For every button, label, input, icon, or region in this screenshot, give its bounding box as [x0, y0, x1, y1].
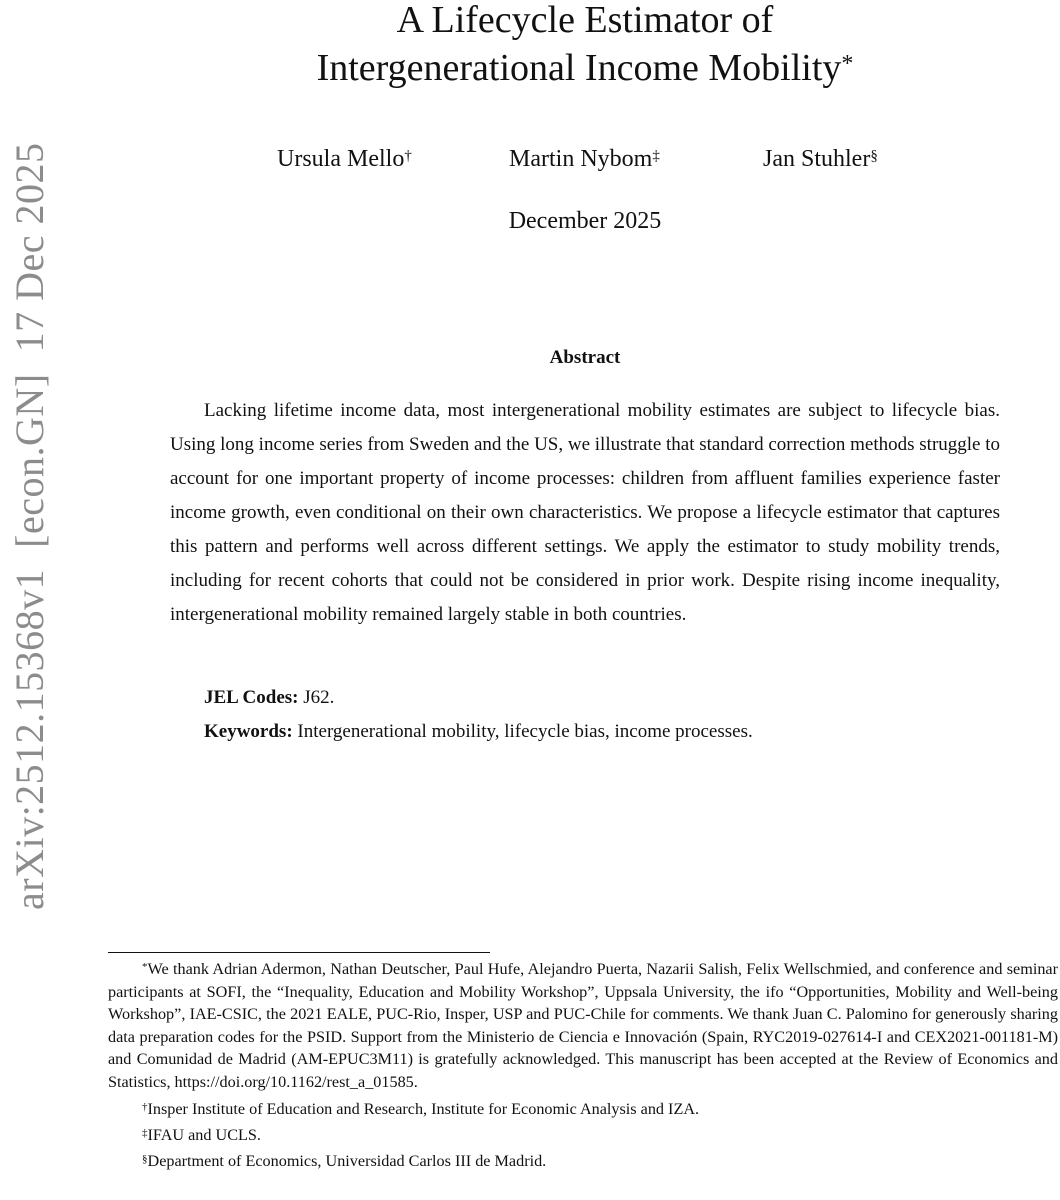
- jel-label: JEL Codes:: [204, 687, 299, 708]
- title-footnote-mark: *: [841, 51, 854, 77]
- author-name: Jan Stuhler: [763, 146, 871, 172]
- jel-codes: [204, 684, 334, 712]
- footnote-stuhler-affiliation: [108, 1150, 1058, 1173]
- keywords-value: Intergenerational mobility, lifecycle bias, income processes.: [297, 721, 753, 742]
- author-nybom: [509, 143, 660, 175]
- footnote-mark: §: [142, 1153, 148, 1165]
- title-line-2: [130, 44, 1040, 92]
- keywords: [204, 718, 753, 746]
- title-line-2-text: Intergenerational Income Mobility: [316, 47, 842, 89]
- author-stuhler: [763, 143, 878, 175]
- footnote-mark: *: [142, 961, 148, 973]
- footnote-text: Insper Institute of Education and Research, Institute for Economic Analysis and IZA.: [147, 1100, 700, 1118]
- author-footnote-mark: §: [870, 148, 878, 164]
- footnote-nybom-affiliation: [108, 1124, 1058, 1147]
- footnote-mark: ‡: [142, 1127, 148, 1139]
- arxiv-identifier-sidebar: arXiv:2512.15368v1 [econ.GN] 17 Dec 2025: [7, 142, 52, 910]
- footnote-text: We thank Adrian Adermon, Nathan Deutscher, Paul Hufe, Alejandro Puerta, Nazarii Salish, Felix Wellschmied, and conference and seminar participants at SOFI, the “Inequality, Education and Mobility Workshop”, Uppsala University, the ifo “Opportunities, Mobility and Well-being Workshop”, IAE-CSIC, the 2021 EALE, PUC-Rio, Insper, USP and PUC-Chile for comments. We thank Juan C. Palomino for generously sharing data preparation codes for the PSID. Support from the Ministerio de Ciencia e Innovación (Spain, RYC2019-027614-I and CEX2021-001181-M) and Comunidad de Madrid (AM-EPUC3M11) is gratefully acknowledged. This manuscript has been accepted at the Review of Economics and Statistics, https://doi.org/10.1162/rest_a_01585.: [108, 960, 1058, 1091]
- author-name: Ursula Mello: [277, 146, 405, 172]
- author-footnote-mark: †: [404, 148, 412, 164]
- paper-title: [130, 0, 1040, 92]
- jel-value: J62.: [303, 687, 335, 708]
- author-mello: [277, 143, 412, 175]
- footnote-mello-affiliation: [108, 1098, 1058, 1121]
- author-name: Martin Nybom: [509, 146, 653, 172]
- abstract-body: Lacking lifetime income data, most intergenerational mobility estimates are subject to lifecycle bias. Using long income series from Sweden and the US, we illustrate that standard correction methods struggle to account for one important property of income processes: children from affluent families experience faster income growth, even conditional on their own characteristics. We propose a lifecycle estimator that captures this pattern and performs well across different settings. We apply the estimator to study mobility trends, including for recent cohorts that could not be considered in prior work. Despite rising income inequality, intergenerational mobility remained largely stable in both countries.: [170, 400, 1001, 625]
- author-footnote-mark: ‡: [652, 148, 660, 164]
- publication-date: December 2025: [508, 208, 662, 234]
- footnote-text: Department of Economics, Universidad Carlos III de Madrid.: [147, 1152, 547, 1170]
- footnote-acknowledgements: [108, 958, 1058, 1093]
- footnote-text: IFAU and UCLS.: [147, 1126, 261, 1144]
- abstract-heading: Abstract: [549, 347, 621, 368]
- keywords-label: Keywords:: [204, 721, 293, 742]
- title-line-1: A Lifecycle Estimator of: [396, 0, 774, 41]
- footnote-rule: [108, 952, 490, 953]
- footnote-mark: †: [142, 1101, 148, 1113]
